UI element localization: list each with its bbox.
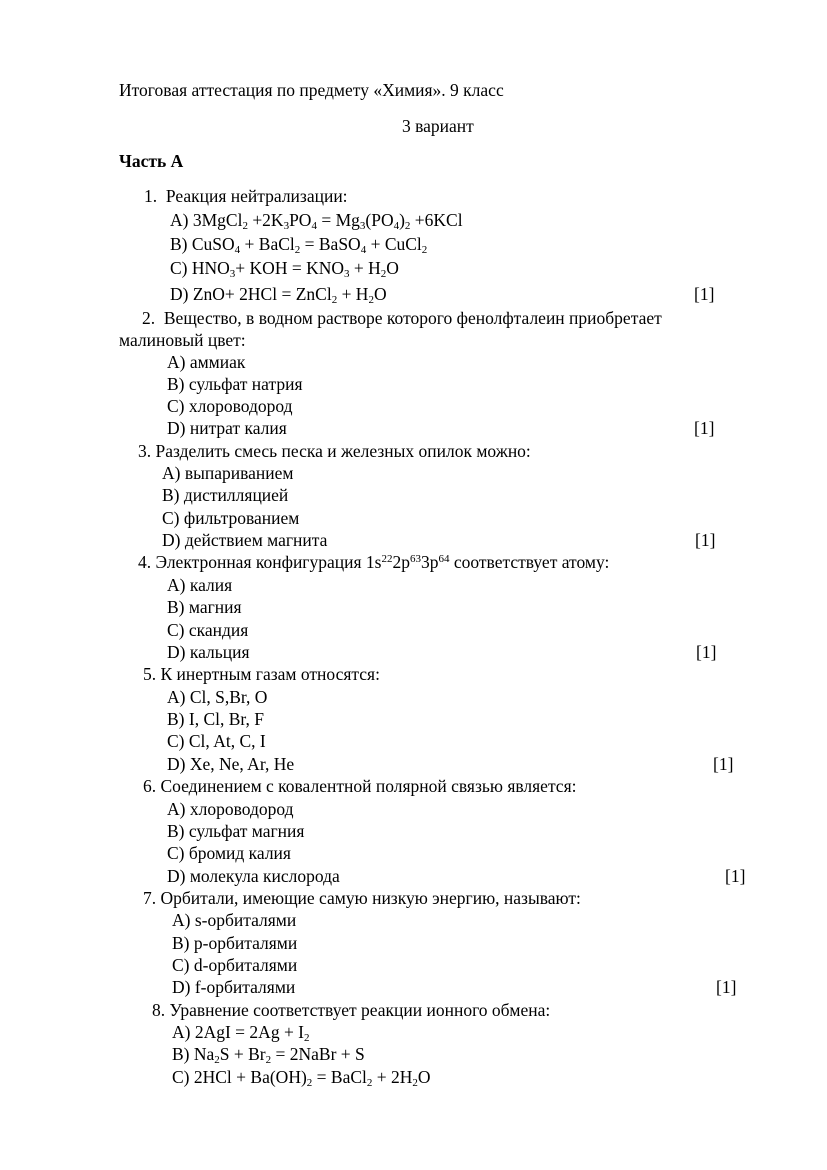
- q1-option-a: A) 3MgCl$_2$ $+2K_3PO_4 = Mg_3(PO_4)_2 +6KCl$: [170, 210, 463, 232]
- question-text: Разделить смесь песка и железных опилок можно:: [155, 441, 531, 461]
- q7-option-b: B) p-орбиталями: [172, 933, 298, 953]
- q3-option-a: A) выпариванием: [162, 463, 294, 483]
- variant-label: 3 вариант: [402, 116, 474, 136]
- question-2-continued: малиновый цвет:: [119, 330, 246, 350]
- question-number: 5.: [143, 664, 157, 684]
- question-text: Реакция нейтрализации:: [165, 186, 348, 206]
- question-text: Соединением с ковалентной полярной связью является:: [160, 776, 577, 796]
- q4-score-mark: [1]: [696, 642, 717, 662]
- q3-option-b: B) дистилляцией: [162, 485, 289, 505]
- question-text: Электронная конфигурация: [155, 552, 362, 572]
- q3-score-mark: [1]: [695, 530, 716, 550]
- q7-option-c: C) d-орбиталями: [172, 955, 298, 975]
- q2-option-d: D) нитрат калия: [167, 418, 287, 438]
- q2-option-a: A) аммиак: [167, 352, 246, 372]
- q6-score-mark: [1]: [725, 866, 746, 886]
- question-5: [143, 663, 380, 685]
- q4-option-d: D) кальция: [167, 642, 250, 662]
- q6-option-b: B) сульфат магния: [167, 821, 305, 841]
- q7-option-a: A) s-орбиталями: [172, 910, 297, 930]
- question-3: [138, 440, 531, 462]
- q5-score-mark: [1]: [713, 754, 734, 774]
- question-2: [142, 307, 662, 329]
- question-1: [144, 185, 348, 207]
- q1-option-c: C) $HNO_3+$ KOH = $KNO_3 + H_2O$: [170, 258, 399, 280]
- part-heading: Часть А: [119, 151, 184, 171]
- q5-option-b: B) I, Cl, Br, F: [167, 709, 265, 729]
- q6-option-d: D) молекула кислорода: [167, 866, 340, 886]
- electron-configuration: $1s^{22}2p^{63}3p^{64}$: [365, 552, 450, 572]
- q6-option-c: C) бромид калия: [167, 843, 291, 863]
- question-8: [152, 999, 550, 1021]
- q1-option-d: D) ZnO+ 2HCl = ZnCl$_2$ + $H_2O$: [170, 284, 387, 306]
- question-7: [143, 887, 581, 909]
- q6-option-a: A) хлороводород: [167, 799, 294, 819]
- q5-option-a: A) Cl, S,Br, O: [167, 687, 268, 707]
- q8-option-b: B) $Na_2S + Br_2$ = 2NaBr + S: [172, 1044, 365, 1066]
- question-6: [143, 775, 576, 797]
- question-number: 4.: [138, 552, 152, 572]
- q7-option-d: D) f-орбиталями: [172, 977, 296, 997]
- q1-score-mark: [1]: [694, 284, 715, 304]
- question-text: К инертным газам относятся:: [160, 664, 380, 684]
- question-number: 6.: [143, 776, 157, 796]
- question-number: 1.: [144, 186, 158, 206]
- q8-option-a: A) $2AgI = 2Ag + I_2$: [172, 1022, 310, 1044]
- q3-option-d: D) действием магнита: [162, 530, 328, 550]
- q3-option-c: C) фильтрованием: [162, 508, 300, 528]
- question-4: [138, 551, 609, 573]
- question-number: 3.: [138, 441, 152, 461]
- question-number: 7.: [143, 888, 157, 908]
- question-number: 2.: [142, 308, 156, 328]
- q4-option-b: B) магния: [167, 597, 242, 617]
- question-text-suffix: соответствует атому:: [453, 552, 610, 572]
- q4-option-a: A) калия: [167, 575, 233, 595]
- q2-score-mark: [1]: [694, 418, 715, 438]
- q2-option-c: C) хлороводород: [167, 396, 293, 416]
- question-text: Уравнение соответствует реакции ионного обмена:: [169, 1000, 551, 1020]
- q5-option-c: C) Cl, At, C, I: [167, 731, 266, 751]
- document-title: Итоговая аттестация по предмету «Химия». 9 класс: [119, 80, 504, 100]
- q2-option-b: B) сульфат натрия: [167, 374, 303, 394]
- question-number: 8.: [152, 1000, 166, 1020]
- q1-option-b: B) CuSO$_4$ + BaCl$_2$ = BaSO$_4$ + CuCl$_2$: [170, 234, 428, 256]
- question-text: Орбитали, имеющие самую низкую энергию, называют:: [160, 888, 581, 908]
- q7-score-mark: [1]: [716, 977, 737, 997]
- q8-option-c: C) $2HCl + Ba(OH)_2$ = BaCl$_2$ + $2H_2O$: [172, 1067, 431, 1089]
- q5-option-d: D) Xe, Ne, Ar, He: [167, 754, 295, 774]
- question-text: Вещество, в водном растворе которого фенолфталеин приобретает: [163, 308, 662, 328]
- q4-option-c: C) скандия: [167, 620, 249, 640]
